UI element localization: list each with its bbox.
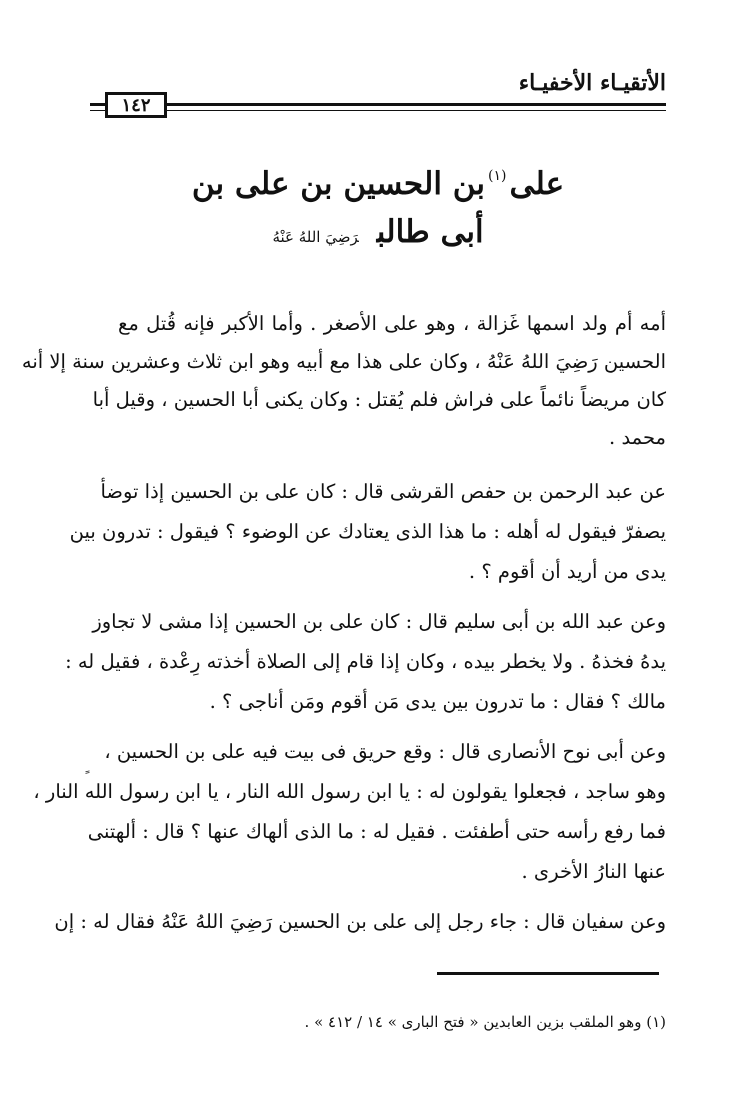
text-line: يصفرّ فيقول له أهله : ما هذا الذى يعتادك عن الوضوء ؟ فيقول : تدرون بين xyxy=(69,520,666,543)
text-line: وعن أبى نوح الأنصارى قال : وقع حريق فى بيت فيه على بن الحسين ، xyxy=(104,740,666,763)
footnote-rule xyxy=(437,972,659,975)
chapter-title-line1 xyxy=(0,166,756,202)
text-line: الحسين رَضِيَ اللهُ عَنْهُ ، وكان على هذا مع أبيه وهو ابن ثلاث وعشرين سنة إلا أنه xyxy=(21,350,666,373)
title-lineage-2: أبى طالب xyxy=(376,214,484,250)
text-line: عنها النارُ الأخرى . xyxy=(521,860,666,883)
chapter-title-line2 xyxy=(0,214,756,250)
text-line: مالك ؟ فقال : ما تدرون بين يدى مَن أقوم ومَن أناجى ؟ . xyxy=(209,690,666,713)
text-line: يدى من أريد أن أقوم ؟ . xyxy=(468,560,666,583)
text-line: وهو ساجد ، فجعلوا يقولون له : يا ابن رسول الله النار ، يا ابن رسول الله النار ، xyxy=(33,780,666,803)
text-line: عن عبد الرحمن بن حفص القرشى قال : كان على بن الحسين إذا توضأ xyxy=(100,480,666,503)
title-name: على xyxy=(509,166,565,202)
title-lineage: بن الحسين بن على بن xyxy=(191,166,486,202)
text-line: وعن عبد الله بن أبى سليم قال : كان على بن الحسين إذا مشى لا تجاوز xyxy=(92,610,666,633)
text-line: محمد . xyxy=(609,426,666,449)
running-title: الأتقيـاء الأخفيـاء xyxy=(518,70,666,96)
text-line: يدهُ فخذهُ . ولا يخطر بيده ، وكان إذا قام إلى الصلاة أخذته رِعْدة ، فقيل له : xyxy=(65,650,666,673)
page-number: ١٤٢ xyxy=(105,92,167,118)
text-line: وعن سفيان قال : جاء رجل إلى على بن الحسين رَضِيَ اللهُ عَنْهُ فقال له : إن xyxy=(54,910,666,933)
footnote: (١) وهو الملقب بزين العابدين « فتح البارى » ١٤ / ٤١٢ » . xyxy=(304,1013,666,1031)
header-rule-top xyxy=(90,103,666,106)
header-rule-bottom xyxy=(90,110,666,111)
honorific-seal: رَضِيَ اللهُ عَنْهُ xyxy=(272,228,359,246)
text-line: فما رفع رأسه حتى أطفئت . فقيل له : ما الذى ألهاك عنها ؟ قال : ألهتنى xyxy=(87,820,666,843)
footnote-ref: (١) xyxy=(488,168,507,184)
text-line: أمه أم ولد اسمها غَزالة ، وهو على الأصغر . وأما الأكبر فإنه قُتل مع xyxy=(118,312,666,335)
text-line: كان مريضاً نائماً على فراش فلم يُقتل : وكان يكنى أبا الحسين ، وقيل أبا xyxy=(92,388,666,411)
